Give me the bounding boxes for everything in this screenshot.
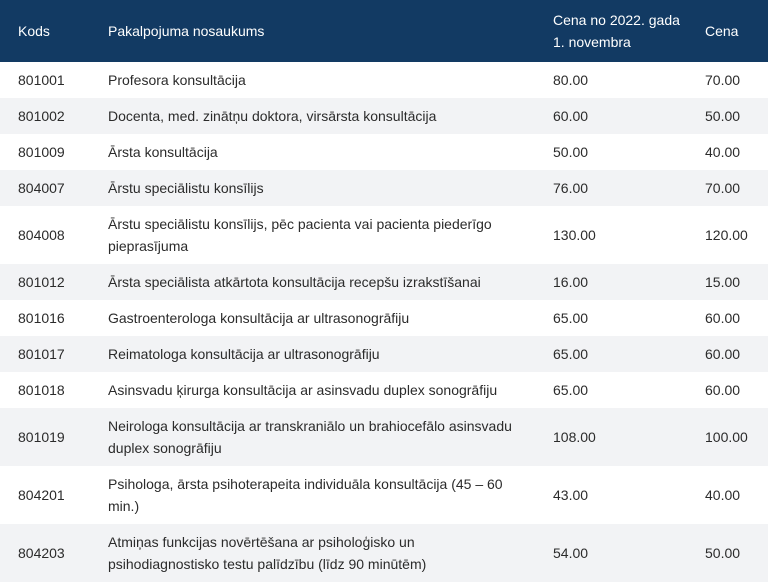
- cell-code: 804201: [18, 487, 65, 503]
- table-row: [0, 170, 768, 206]
- cell-code: 804007: [18, 180, 65, 196]
- cell-price: 50.00: [705, 108, 741, 124]
- table-row: [0, 98, 768, 134]
- table-row: [0, 408, 768, 466]
- header-row: [0, 0, 768, 62]
- cell-old-price: 130.00: [553, 227, 596, 243]
- cell-name: Ārstu speciālistu konsīlijs, pēc pacienta vai pacienta piederīgo pieprasījuma: [108, 216, 492, 254]
- cell-code: 804203: [18, 545, 65, 561]
- table-body: [0, 62, 768, 582]
- table-row: [0, 62, 768, 98]
- cell-code: 801012: [18, 274, 65, 290]
- cell-old-price: 65.00: [553, 310, 589, 326]
- cell-old-price: 108.00: [553, 429, 596, 445]
- cell-name: Docenta, med. zinātņu doktora, virsārsta konsultācija: [108, 108, 437, 124]
- table-row: [0, 372, 768, 408]
- cell-price: 40.00: [705, 144, 741, 160]
- table-row: [0, 206, 768, 264]
- cell-code: 804008: [18, 227, 65, 243]
- table-row: [0, 466, 768, 524]
- cell-name: Atmiņas funkcijas novērtēšana ar psiholoģisko un psihodiagnostisko testu palīdzību (līdz 90 minūtēm): [108, 534, 427, 572]
- table-row: [0, 264, 768, 300]
- table-row: [0, 524, 768, 582]
- cell-old-price: 50.00: [553, 144, 589, 160]
- table-row: [0, 300, 768, 336]
- cell-old-price: 60.00: [553, 108, 589, 124]
- header-name: Pakalpojuma nosaukums: [108, 23, 265, 39]
- cell-price: 50.00: [705, 545, 741, 561]
- cell-price: 70.00: [705, 72, 741, 88]
- cell-price: 15.00: [705, 274, 741, 290]
- table-row: [0, 134, 768, 170]
- cell-name: Gastroenterologa konsultācija ar ultrasonogrāfiju: [108, 310, 410, 326]
- cell-price: 60.00: [705, 382, 741, 398]
- cell-old-price: 76.00: [553, 180, 589, 196]
- cell-name: Ārsta konsultācija: [108, 144, 218, 160]
- cell-code: 801016: [18, 310, 65, 326]
- cell-code: 801001: [18, 72, 65, 88]
- cell-old-price: 65.00: [553, 346, 589, 362]
- cell-price: 40.00: [705, 487, 741, 503]
- cell-code: 801009: [18, 144, 65, 160]
- cell-name: Asinsvadu ķirurga konsultācija ar asinsvadu duplex sonogrāfiju: [108, 382, 498, 398]
- cell-price: 60.00: [705, 310, 741, 326]
- header-code: Kods: [18, 23, 50, 39]
- cell-name: Psihologa, ārsta psihoterapeita individuāla konsultācija (45 – 60 min.): [108, 476, 503, 514]
- cell-name: Reimatologa konsultācija ar ultrasonogrāfiju: [108, 346, 380, 362]
- cell-code: 801018: [18, 382, 65, 398]
- table-header: [0, 0, 768, 62]
- cell-code: 801017: [18, 346, 65, 362]
- header-price: Cena: [705, 23, 739, 39]
- cell-price: 100.00: [705, 429, 748, 445]
- cell-name: Ārstu speciālistu konsīlijs: [108, 180, 264, 196]
- cell-old-price: 54.00: [553, 545, 589, 561]
- cell-old-price: 43.00: [553, 487, 589, 503]
- cell-price: 70.00: [705, 180, 741, 196]
- cell-old-price: 80.00: [553, 72, 589, 88]
- cell-code: 801019: [18, 429, 65, 445]
- cell-old-price: 16.00: [553, 274, 589, 290]
- cell-price: 120.00: [705, 227, 748, 243]
- cell-code: 801002: [18, 108, 65, 124]
- cell-old-price: 65.00: [553, 382, 589, 398]
- table-row: [0, 336, 768, 372]
- cell-name: Profesora konsultācija: [108, 72, 246, 88]
- cell-price: 60.00: [705, 346, 741, 362]
- header-old-price: Cena no 2022. gada 1. novembra: [553, 12, 680, 50]
- cell-name: Neirologa konsultācija ar transkraniālo un brahiocefālo asinsvadu duplex sonogrāfiju: [108, 418, 512, 456]
- cell-name: Ārsta speciālista atkārtota konsultācija recepšu izrakstīšanai: [108, 274, 481, 290]
